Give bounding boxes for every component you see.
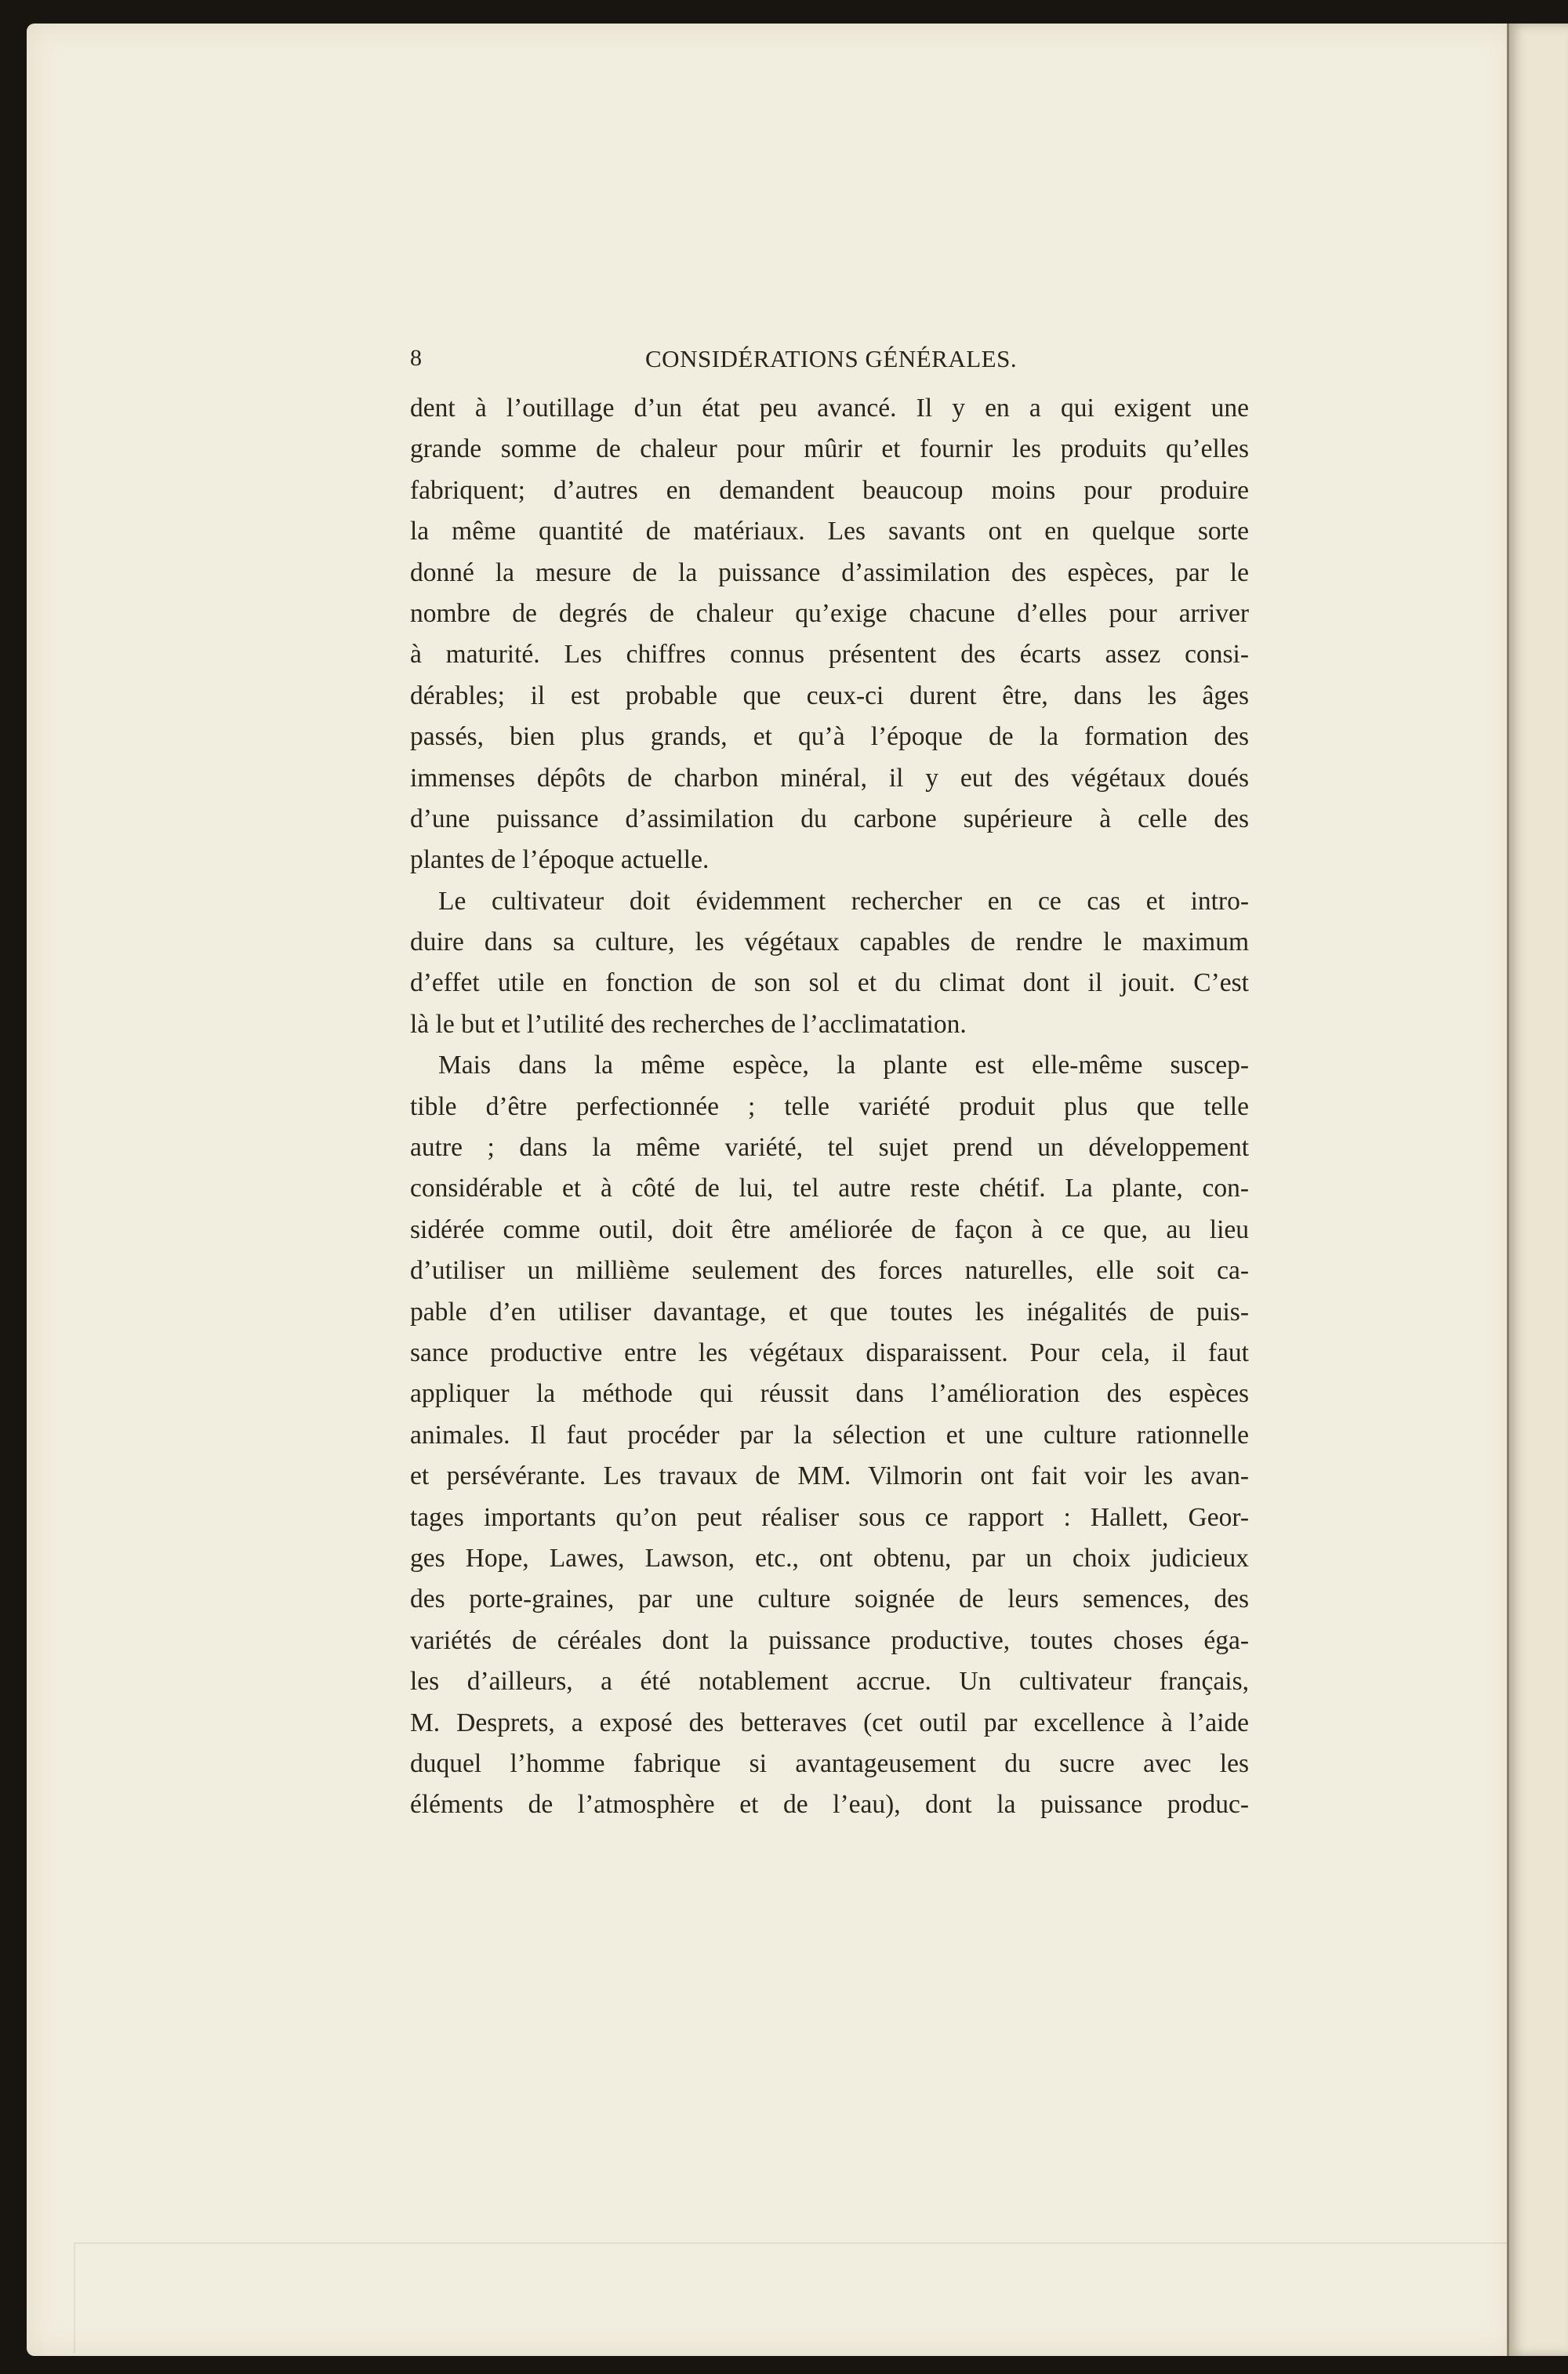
- text-line: d’effet utile en fonction de son sol et du climat dont il jouit. C’est: [410, 968, 1249, 998]
- body-text: [410, 388, 1249, 1826]
- text-line: d’une puissance d’assimilation du carbone supérieure à celle des: [410, 804, 1249, 833]
- text-line: nombre de degrés de chaleur qu’exige chacune d’elles pour arriver: [410, 598, 1249, 628]
- text-line: duquel l’homme fabrique si avantageusement du sucre avec les: [410, 1748, 1249, 1778]
- page-header: [410, 345, 1249, 384]
- text-line: plantes de l’époque actuelle.: [410, 845, 710, 875]
- paragraph-3: [410, 1045, 1249, 1825]
- text-line: la même quantité de matériaux. Les savants ont en quelque sorte: [410, 517, 1249, 546]
- text-line: duire dans sa culture, les végétaux capables de rendre le maximum: [410, 927, 1249, 957]
- text-line: éléments de l’atmosphère et de l’eau), dont la puissance produc-: [410, 1790, 1249, 1820]
- text-line: à maturité. Les chiffres connus présentent des écarts assez consi-: [410, 640, 1249, 670]
- text-line: tages importants qu’on peut réaliser sous ce rapport : Hallett, Geor-: [410, 1502, 1249, 1532]
- text-line: autre ; dans la même variété, tel sujet prend un développement: [410, 1133, 1249, 1163]
- text-line: passés, bien plus grands, et qu’à l’époque de la formation des: [410, 722, 1249, 752]
- text-line: et persévérante. Les travaux de MM. Vilmorin ont fait voir les avan-: [410, 1461, 1249, 1491]
- paragraph-1: [410, 388, 1249, 881]
- paragraph-2: [410, 881, 1249, 1046]
- text-line: animales. Il faut procéder par la sélection et une culture rationnelle: [410, 1420, 1249, 1450]
- text-line: variétés de céréales dont la puissance productive, toutes choses éga-: [410, 1625, 1249, 1655]
- text-line: M. Desprets, a exposé des betteraves (cet outil par excellence à l’aide: [410, 1708, 1249, 1737]
- text-line: là le but et l’utilité des recherches de l’acclimatation.: [410, 1009, 967, 1039]
- text-line: immenses dépôts de charbon minéral, il y eut des végétaux doués: [410, 763, 1249, 793]
- text-line: des porte-graines, par une culture soignée de leurs semences, des: [410, 1584, 1249, 1614]
- text-line: grande somme de chaleur pour mûrir et fournir les produits qu’elles: [410, 434, 1249, 464]
- text-line: fabriquent; d’autres en demandent beaucoup moins pour produire: [410, 475, 1249, 505]
- page-fold-mark: [74, 2242, 1549, 2354]
- page-number: 8: [410, 345, 422, 371]
- text-line: dérables; il est probable que ceux-ci durent être, dans les âges: [410, 681, 1249, 710]
- running-title: CONSIDÉRATIONS GÉNÉRALES.: [645, 345, 1018, 372]
- text-line: donné la mesure de la puissance d’assimilation des espèces, par le: [410, 557, 1249, 587]
- text-line: les d’ailleurs, a été notablement accrue. Un cultivateur français,: [410, 1667, 1249, 1697]
- text-line: Le cultivateur doit évidemment rechercher en ce cas et intro-: [438, 886, 1249, 916]
- text-line: sance productive entre les végétaux disparaissent. Pour cela, il faut: [410, 1338, 1249, 1367]
- text-line: d’utiliser un millième seulement des forces naturelles, elle soit ca-: [410, 1256, 1249, 1286]
- text-line: Mais dans la même espèce, la plante est elle-même suscep-: [438, 1051, 1249, 1080]
- text-line: pable d’en utiliser davantage, et que toutes les inégalités de puis-: [410, 1297, 1249, 1327]
- text-line: considérable et à côté de lui, tel autre reste chétif. La plante, con-: [410, 1174, 1249, 1203]
- text-line: sidérée comme outil, doit être améliorée de façon à ce que, au lieu: [410, 1214, 1249, 1244]
- text-line: dent à l’outillage d’un état peu avancé. Il y en a qui exigent une: [410, 394, 1249, 423]
- text-line: appliquer la méthode qui réussit dans l’amélioration des espèces: [410, 1379, 1249, 1409]
- text-line: tible d’être perfectionnée ; telle variété produit plus que telle: [410, 1091, 1249, 1121]
- text-line: ges Hope, Lawes, Lawson, etc., ont obtenu, par un choix judicieux: [410, 1543, 1249, 1573]
- next-page-edge: [1507, 24, 1568, 2356]
